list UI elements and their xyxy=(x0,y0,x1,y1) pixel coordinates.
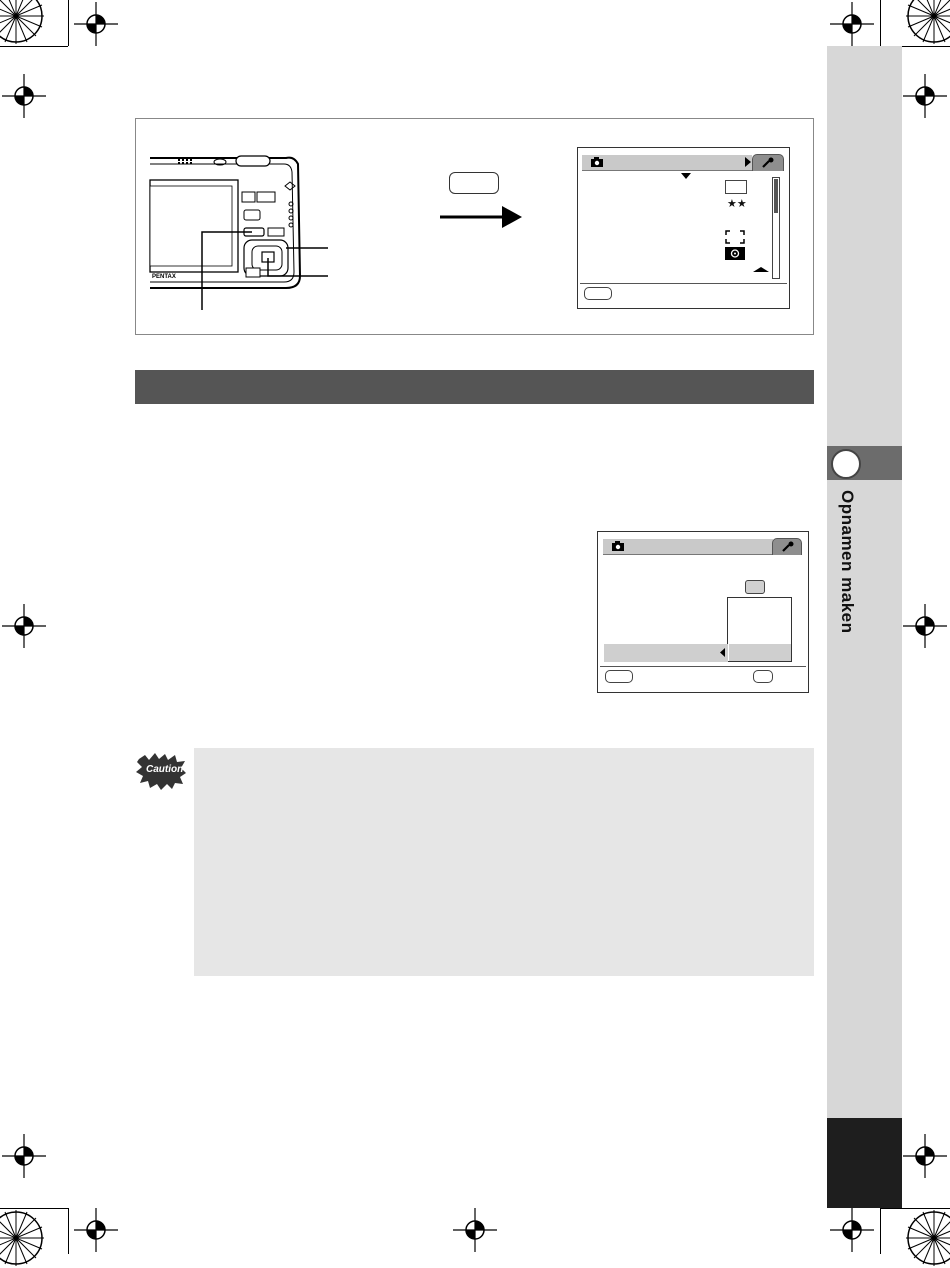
metering-icon xyxy=(725,247,745,260)
arrow-down-icon xyxy=(680,172,692,180)
page-number-block xyxy=(827,1118,902,1208)
registration-mark-icon xyxy=(74,1208,118,1252)
focus-area-icon xyxy=(725,230,745,244)
wrench-icon xyxy=(781,541,795,553)
lcd-title-bar xyxy=(603,539,773,555)
selected-row-highlight xyxy=(604,644,728,662)
lcd-footer-line xyxy=(580,283,787,284)
menu-button-icon xyxy=(449,172,499,194)
camera-icon xyxy=(611,540,625,552)
current-value-box xyxy=(745,580,765,594)
registration-mark-icon xyxy=(903,604,947,648)
crop-line xyxy=(881,1208,950,1209)
menu-key-icon xyxy=(605,670,633,683)
lcd-footer-line xyxy=(600,666,806,667)
starburst-corner-icon xyxy=(0,0,46,46)
registration-mark-icon xyxy=(2,604,46,648)
menu-key-icon xyxy=(584,287,612,300)
registration-mark-icon xyxy=(903,1134,947,1178)
arrow-left-icon xyxy=(719,647,726,658)
crop-line xyxy=(0,1208,68,1209)
registration-mark-icon xyxy=(453,1208,497,1252)
crop-line xyxy=(880,1208,881,1254)
registration-mark-icon xyxy=(2,1134,46,1178)
camera-brand-label: PENTAX xyxy=(152,274,176,280)
arrow-up-icon xyxy=(752,266,770,273)
registration-mark-icon xyxy=(2,74,46,118)
quality-stars-icon: ★★ xyxy=(727,197,747,210)
crop-line xyxy=(0,46,68,47)
registration-mark-icon xyxy=(74,2,118,46)
lcd-title-bar xyxy=(582,155,752,171)
crop-line xyxy=(68,0,69,46)
ok-key-icon xyxy=(753,670,773,683)
starburst-corner-icon xyxy=(904,0,950,46)
starburst-corner-icon xyxy=(0,1208,46,1268)
arrow-right-icon xyxy=(438,204,524,230)
caution-badge-label: Caution xyxy=(146,764,184,775)
chapter-number-circle xyxy=(831,449,861,479)
chapter-label: Opnamen maken xyxy=(838,490,857,634)
crop-line xyxy=(68,1208,69,1254)
lcd-scrollbar-thumb xyxy=(774,179,778,213)
caution-note-box xyxy=(194,748,814,976)
camera-back-illustration xyxy=(136,150,336,310)
crop-line xyxy=(880,0,881,46)
registration-mark-icon xyxy=(830,2,874,46)
selected-option-highlight xyxy=(729,644,791,661)
wrench-icon xyxy=(761,157,775,169)
camera-icon xyxy=(590,156,604,168)
registration-mark-icon xyxy=(903,74,947,118)
resolution-value-box xyxy=(725,180,747,194)
registration-mark-icon xyxy=(830,1208,874,1252)
section-header-bar xyxy=(135,370,814,404)
arrow-right-icon xyxy=(744,156,752,168)
starburst-corner-icon xyxy=(904,1208,950,1268)
